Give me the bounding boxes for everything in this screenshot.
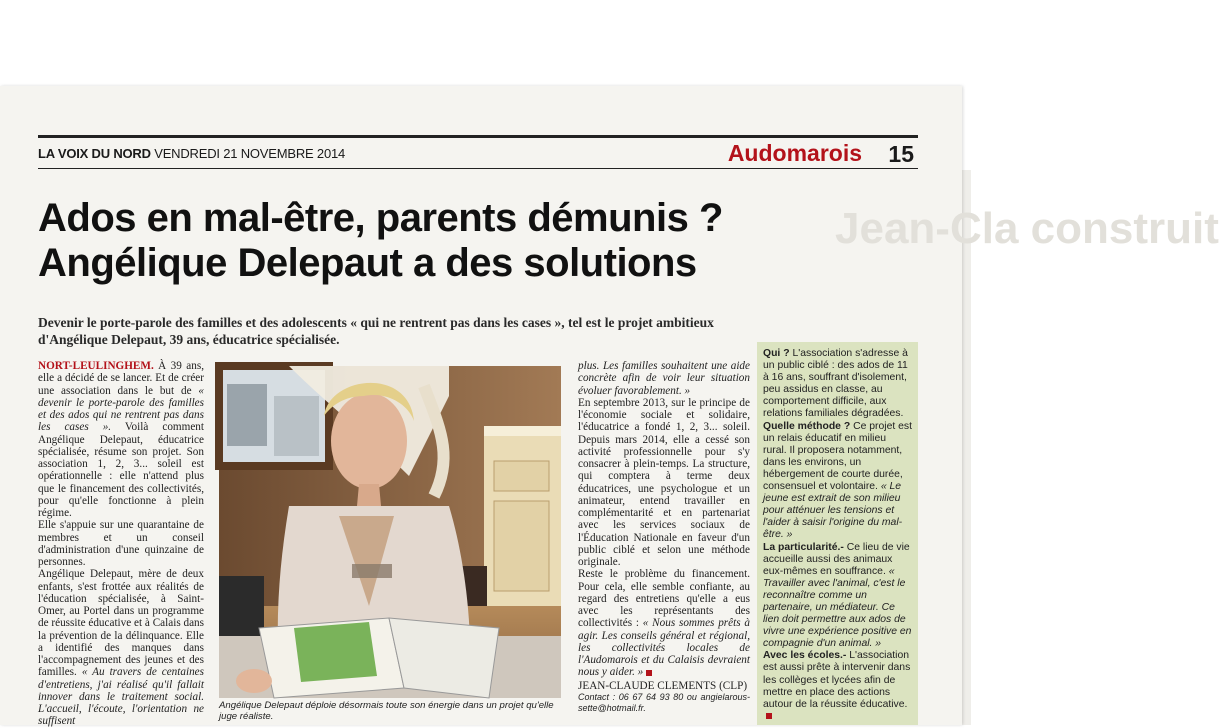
sidebar-label-method: Quelle méthode ?: [763, 420, 851, 432]
sidebar-label-schools: Avec les écoles.-: [763, 650, 847, 662]
sidebar-quote-method: « Le jeune est extrait de son milieu pour atténuer les tensions et l'aider à saisir l'origine du mal-être. »: [763, 481, 903, 541]
standfirst: Devenir le porte-parole des familles et des adolescents « qui ne rentrent pas dans les cases », tel est le projet ambitieux d'Angélique Delepaut, 39 ans, éducatrice spécialisée.: [38, 315, 714, 347]
contact-info: Contact : 06 67 64 93 80 ou angielarous-sette@hotmail.fr.: [578, 691, 750, 713]
sidebar-text-method: Ce projet est un relais éducatif en milieu rural. Il proposera notamment, dans les environs, un hébergement de courte durée, consensuel et volontaire.: [763, 420, 912, 493]
top-rule: [38, 135, 918, 138]
masthead: [38, 142, 918, 168]
sidebar-text-schools: L'association est aussi prête à intervenir dans les collèges et lycées afin de mettre en place des actions autour de la réussite éducative.: [763, 650, 911, 710]
column-1-quote-1: « devenir le porte-parole des familles et des ados qui ne rentrent pas dans les cases ».: [38, 384, 204, 434]
scan-background: [0, 0, 1024, 86]
paper-name: LA VOIX DU NORD: [38, 146, 151, 161]
headline-line-2: Angélique Delepaut a des solutions: [38, 241, 697, 285]
column-1-quote-2: « Au travers de centaines d'entretiens, j'ai réalisé qu'il fallait innover dans le traitement social. L'accueil, l'écoute, l'orientation ne suffisent: [38, 666, 204, 728]
end-square-icon: [766, 713, 772, 719]
article-column-1: [38, 360, 204, 728]
column-3-para-1: En septembre 2013, sur le principe de l'économie sociale et solidaire, l'éducatrice a fondé 1, 2, 3... soleil. Depuis mars 2014, elle a cessé son activité professionnelle pour s'y consacrer à plein-temps. La structure, qui comptera à terme deux éducatrices, une psychologue et un animateur, entend travailler en complémentarité et en partenariat avec les services sociaux de l'Éducation Nationale en faveur d'un public ciblé et selon une méthode originale.: [578, 396, 750, 568]
article-column-3: [578, 360, 750, 714]
edition-date: VENDREDI 21 NOVEMBRE 2014: [154, 146, 346, 161]
photo-caption: Angélique Delepaut déploie désormais toute son énergie dans un projet qu'elle juge réaliste.: [219, 700, 554, 722]
column-1-para-2: Elle s'appuie sur une quarantaine de membres et un conseil d'administration d'une quinzaine de personnes.: [38, 519, 204, 568]
column-1-para-3: Angélique Delepaut, mère de deux enfants, s'est frottée aux réalités de l'éducation spécialisée, à Saint-Omer, au Portel dans un programme de réussite éducative et à Calais dans la prévention de la délinquance. Elle a identifié des manques dans l'accompagnement des jeunes et des familles.: [38, 568, 204, 679]
section-name: Audomarois: [727, 140, 862, 166]
sidebar-quote-particularity: « Travailler avec l'animal, c'est le reconnaître comme un partenaire, un médiateur. Ce lien doit permettre aux ados de vivre une expérience positive en compagnie d'un animal. »: [763, 565, 912, 650]
sidebar-label-particularity: La particularité.-: [763, 541, 844, 553]
headline: [38, 196, 918, 286]
sidebar-label-who: Qui ?: [763, 348, 790, 359]
masthead-rule: [38, 168, 918, 169]
bleed-through-text: Jean-Cla construit: [835, 204, 1219, 253]
sidebar-text-who: L'association s'adresse à un public ciblé : des ados de 11 à 16 ans, souffrant d'isolement, peu assidus en classe, au comportement difficile, aux relations familiales dégradées.: [763, 348, 908, 420]
page-number: 15: [888, 141, 914, 167]
end-square-icon: [646, 670, 652, 676]
portrait-photo-illustration: [219, 366, 561, 698]
column-1-para-1: À 39 ans, elle a décidé de se lancer. Et de créer une association dans le but de: [38, 360, 204, 397]
headline-line-1: Ados en mal-être, parents démunis ?: [38, 196, 723, 240]
column-3-quote-1: plus. Les familles souhaitent une aide concrète afin de voir leur situation évoluer favorablement. »: [578, 360, 750, 397]
sidebar-text-particularity: Ce lieu de vie accueille aussi des animaux eux-mêmes en souffrance.: [763, 541, 910, 577]
dateline: NORT-LEULINGHEM.: [38, 360, 154, 372]
newspaper-page: [0, 86, 1219, 728]
masthead-paper: [38, 146, 345, 161]
author-signature: JEAN-CLAUDE CLEMENTS (CLP): [578, 679, 748, 692]
column-1-para-1b: Voilà comment Angélique Delepaut, éducatrice spécialisée, résume son projet. Son association 1, 2, 3... soleil est opérationnelle : elle n'attend plus que le financement des collectivités, pour qu'elle fonctionne à plein régime.: [38, 421, 204, 519]
article-photo: [219, 366, 561, 698]
column-3-quote-2: « Nous sommes prêts à agir. Les conseils général et régional, les collectivités locales de l'Audomarois et du Calaisis devraient nous y aider. »: [578, 617, 750, 679]
column-3-para-2: Reste le problème du financement. Pour cela, elle semble confiante, au regard des entretiens qu'elle a eus avec les représentants des collectivités :: [578, 568, 750, 630]
info-sidebar: [757, 342, 918, 725]
